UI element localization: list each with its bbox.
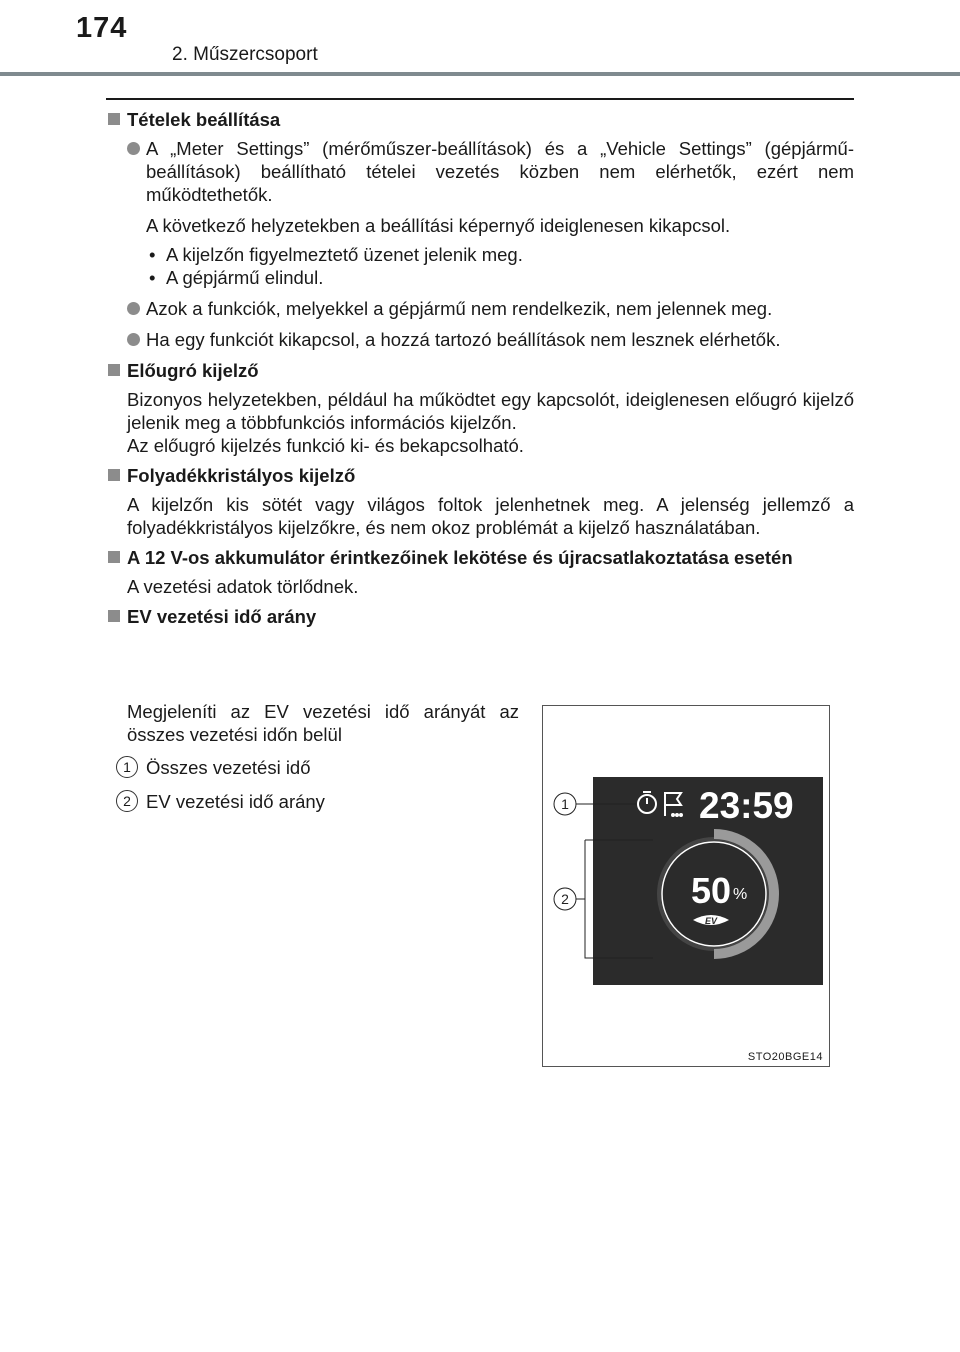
- meter-illustration: [542, 705, 830, 1067]
- page-number: 174: [76, 12, 128, 44]
- callout-text-1: Összes vezetési idő: [146, 757, 311, 778]
- header-rule: [0, 72, 960, 76]
- total-time-readout: 23:59: [699, 785, 794, 826]
- body-text: A kijelzőn kis sötét vagy világos foltok jelenhetnek meg. A jelenség jellemző a folyadékkristályos kijelzőkre, és nem okoz problémát a kijelző használatában.: [127, 494, 854, 538]
- circle-bullet-icon: [127, 333, 140, 346]
- callout-number-2: 2: [116, 790, 138, 812]
- ev-ratio-value: 50: [691, 870, 732, 911]
- section-title-popup: Előugró kijelző: [106, 359, 854, 382]
- bullet-item: Azok a funkciók, melyekkel a gépjármű nem rendelkezik, nem jelennek meg.: [106, 297, 854, 320]
- meter-display-svg: [543, 706, 829, 1066]
- circle-bullet-icon: [127, 142, 140, 155]
- circle-bullet-icon: [127, 302, 140, 315]
- bullet-note: A következő helyzetekben a beállítási képernyő ideiglenesen kikapcsol.: [146, 215, 731, 236]
- sub-bullet: • A kijelzőn figyelmeztető üzenet jelenik meg.: [149, 244, 523, 265]
- section-title-settings: Tételek beállítása: [106, 108, 854, 131]
- section-title-battery: A 12 V-os akkumulátor érintkezőinek lekötése és újracsatlakoztatása esetén: [106, 546, 854, 569]
- square-bullet-icon: [108, 364, 120, 376]
- square-bullet-icon: [108, 113, 120, 125]
- main-content: [106, 108, 854, 634]
- square-bullet-icon: [108, 469, 120, 481]
- svg-text:2: 2: [561, 891, 569, 907]
- ev-description: Megjeleníti az EV vezetési idő arányát az összes vezetési időn belül: [127, 701, 519, 745]
- square-bullet-icon: [108, 610, 120, 622]
- callout-number-1: 1: [116, 756, 138, 778]
- svg-text:1: 1: [561, 796, 569, 812]
- svg-text:EV: EV: [704, 916, 718, 926]
- section-title-lcd: Folyadékkristályos kijelző: [106, 464, 854, 487]
- sub-bullet: • A gépjármű elindul.: [149, 267, 324, 288]
- body-text: A vezetési adatok törlődnek.: [127, 576, 359, 597]
- body-text: Bizonyos helyzetekben, például ha működtet egy kapcsolót, ideiglenesen előugró kijelző jelenik meg a többfunkciós információs kijelzőn.: [127, 389, 854, 433]
- figure-code: STO20BGE14: [747, 1051, 823, 1063]
- section-title-ev-ratio: EV vezetési idő arány: [106, 605, 854, 628]
- bullet-item: A „Meter Settings” (mérőműszer-beállítások) és a „Vehicle Settings” (gépjármű-beállítások) beállítható tételei vezetés közben nem elérhetők, ezért nem működtethetők.: [106, 137, 854, 206]
- figure-callout-1: [554, 793, 576, 815]
- chapter-title: 2. Műszercsoport: [172, 44, 318, 65]
- content-rule: [106, 98, 854, 100]
- square-bullet-icon: [108, 551, 120, 563]
- figure-callout-2: [554, 888, 576, 910]
- callout-text-2: EV vezetési idő arány: [146, 791, 325, 812]
- ev-ratio-unit: %: [733, 886, 748, 903]
- bullet-item: Ha egy funkciót kikapcsol, a hozzá tartozó beállítások nem lesznek elérhetők.: [106, 328, 854, 351]
- body-text: Az előugró kijelzés funkció ki- és bekapcsolható.: [127, 435, 524, 456]
